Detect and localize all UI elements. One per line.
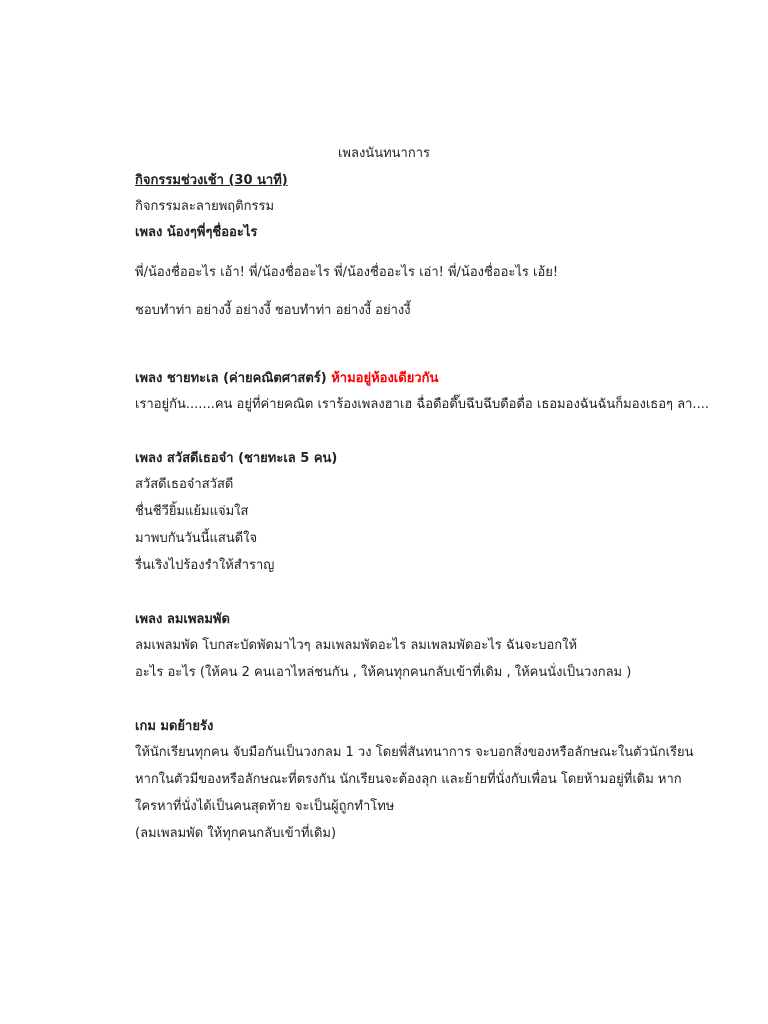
song-2-heading-row bbox=[135, 370, 438, 388]
game-heading: เกม มดย้ายรัง bbox=[135, 719, 214, 734]
song-1-heading: เพลง น้องๆพี่ๆชื่ออะไร bbox=[135, 225, 258, 240]
game-line: (ลมเพลมพัด ให้ทุกคนกลับเข้าที่เดิม) bbox=[135, 826, 337, 841]
song-3-heading: เพลง สวัสดีเธอจ๋า (ชายทะเล 5 คน) bbox=[135, 451, 338, 466]
song-2-warning: ห้ามอยู่ห้องเดียวกัน bbox=[331, 371, 439, 386]
game-line: ใครหาที่นั่งได้เป็นคนสุดท้าย จะเป็นผู้ถูกทำโทษ bbox=[135, 799, 395, 814]
song-1-line: ชอบทำท่า อย่างงี้ อย่างงี้ ชอบทำท่า อย่างงี้ อย่างงี้ bbox=[135, 303, 411, 318]
song-2-heading: เพลง ชายทะเล (ค่ายคณิตศาสตร์) bbox=[135, 371, 332, 386]
game-line: ให้นักเรียนทุกคน จับมือกันเป็นวงกลม 1 วง โดยพี่สันทนาการ จะบอกสิ่งของหรือลักษณะในตัวนักเรียน bbox=[135, 745, 694, 760]
game-line: หากในตัวมีของหรือลักษณะที่ตรงกัน นักเรียนจะต้องลุก และย้ายที่นั่งกับเพื่อน โดยห้ามอยู่ที่เดิม หาก bbox=[135, 772, 682, 787]
song-4-line: อะไร อะไร (ให้คน 2 คนเอาไหล่ชนกัน , ให้คนทุกคนกลับเข้าที่เดิม , ให้คนนั่งเป็นวงกลม ) bbox=[135, 665, 632, 680]
song-3-line: ชื่นชีวียิ้มแย้มแจ่มใส bbox=[135, 504, 249, 519]
icebreaker-label: กิจกรรมละลายพฤติกรรม bbox=[135, 199, 275, 214]
song-2-line: เราอยู่กัน.......คน อยู่ที่ค่ายคณิต เราร้องเพลงฮาเฮ ฉื่อดือดึ๊บฉึบฉึบดือดื่อ เธอมองฉันฉันก็มองเธอๆ ลา.... bbox=[135, 397, 709, 412]
document-title: เพลงนันทนาการ bbox=[337, 146, 430, 161]
song-3-line: มาพบกันวันนี้แสนดีใจ bbox=[135, 531, 258, 546]
song-4-heading: เพลง ลมเพลมพัด bbox=[135, 612, 230, 627]
morning-activity-header: กิจกรรมช่วงเช้า (30 นาที) bbox=[135, 173, 288, 188]
song-3-line: สวัสดีเธอจ๋าสวัสดี bbox=[135, 477, 234, 492]
song-3-line: รื่นเริงไปร้องรำให้สำราญ bbox=[135, 558, 275, 573]
song-4-line: ลมเพลมพัด โบกสะบัดพัดมาไวๆ ลมเพลมพัดอะไร ลมเพลมพัดอะไร ฉันจะบอกให้ bbox=[135, 638, 578, 653]
song-1-line: พี่/น้องชื่ออะไร เอ้า! พี่/น้องชื่ออะไร พี่/น้องชื่ออะไร เอ่า! พี่/น้องชื่ออะไร เอ้ย! bbox=[135, 265, 559, 280]
